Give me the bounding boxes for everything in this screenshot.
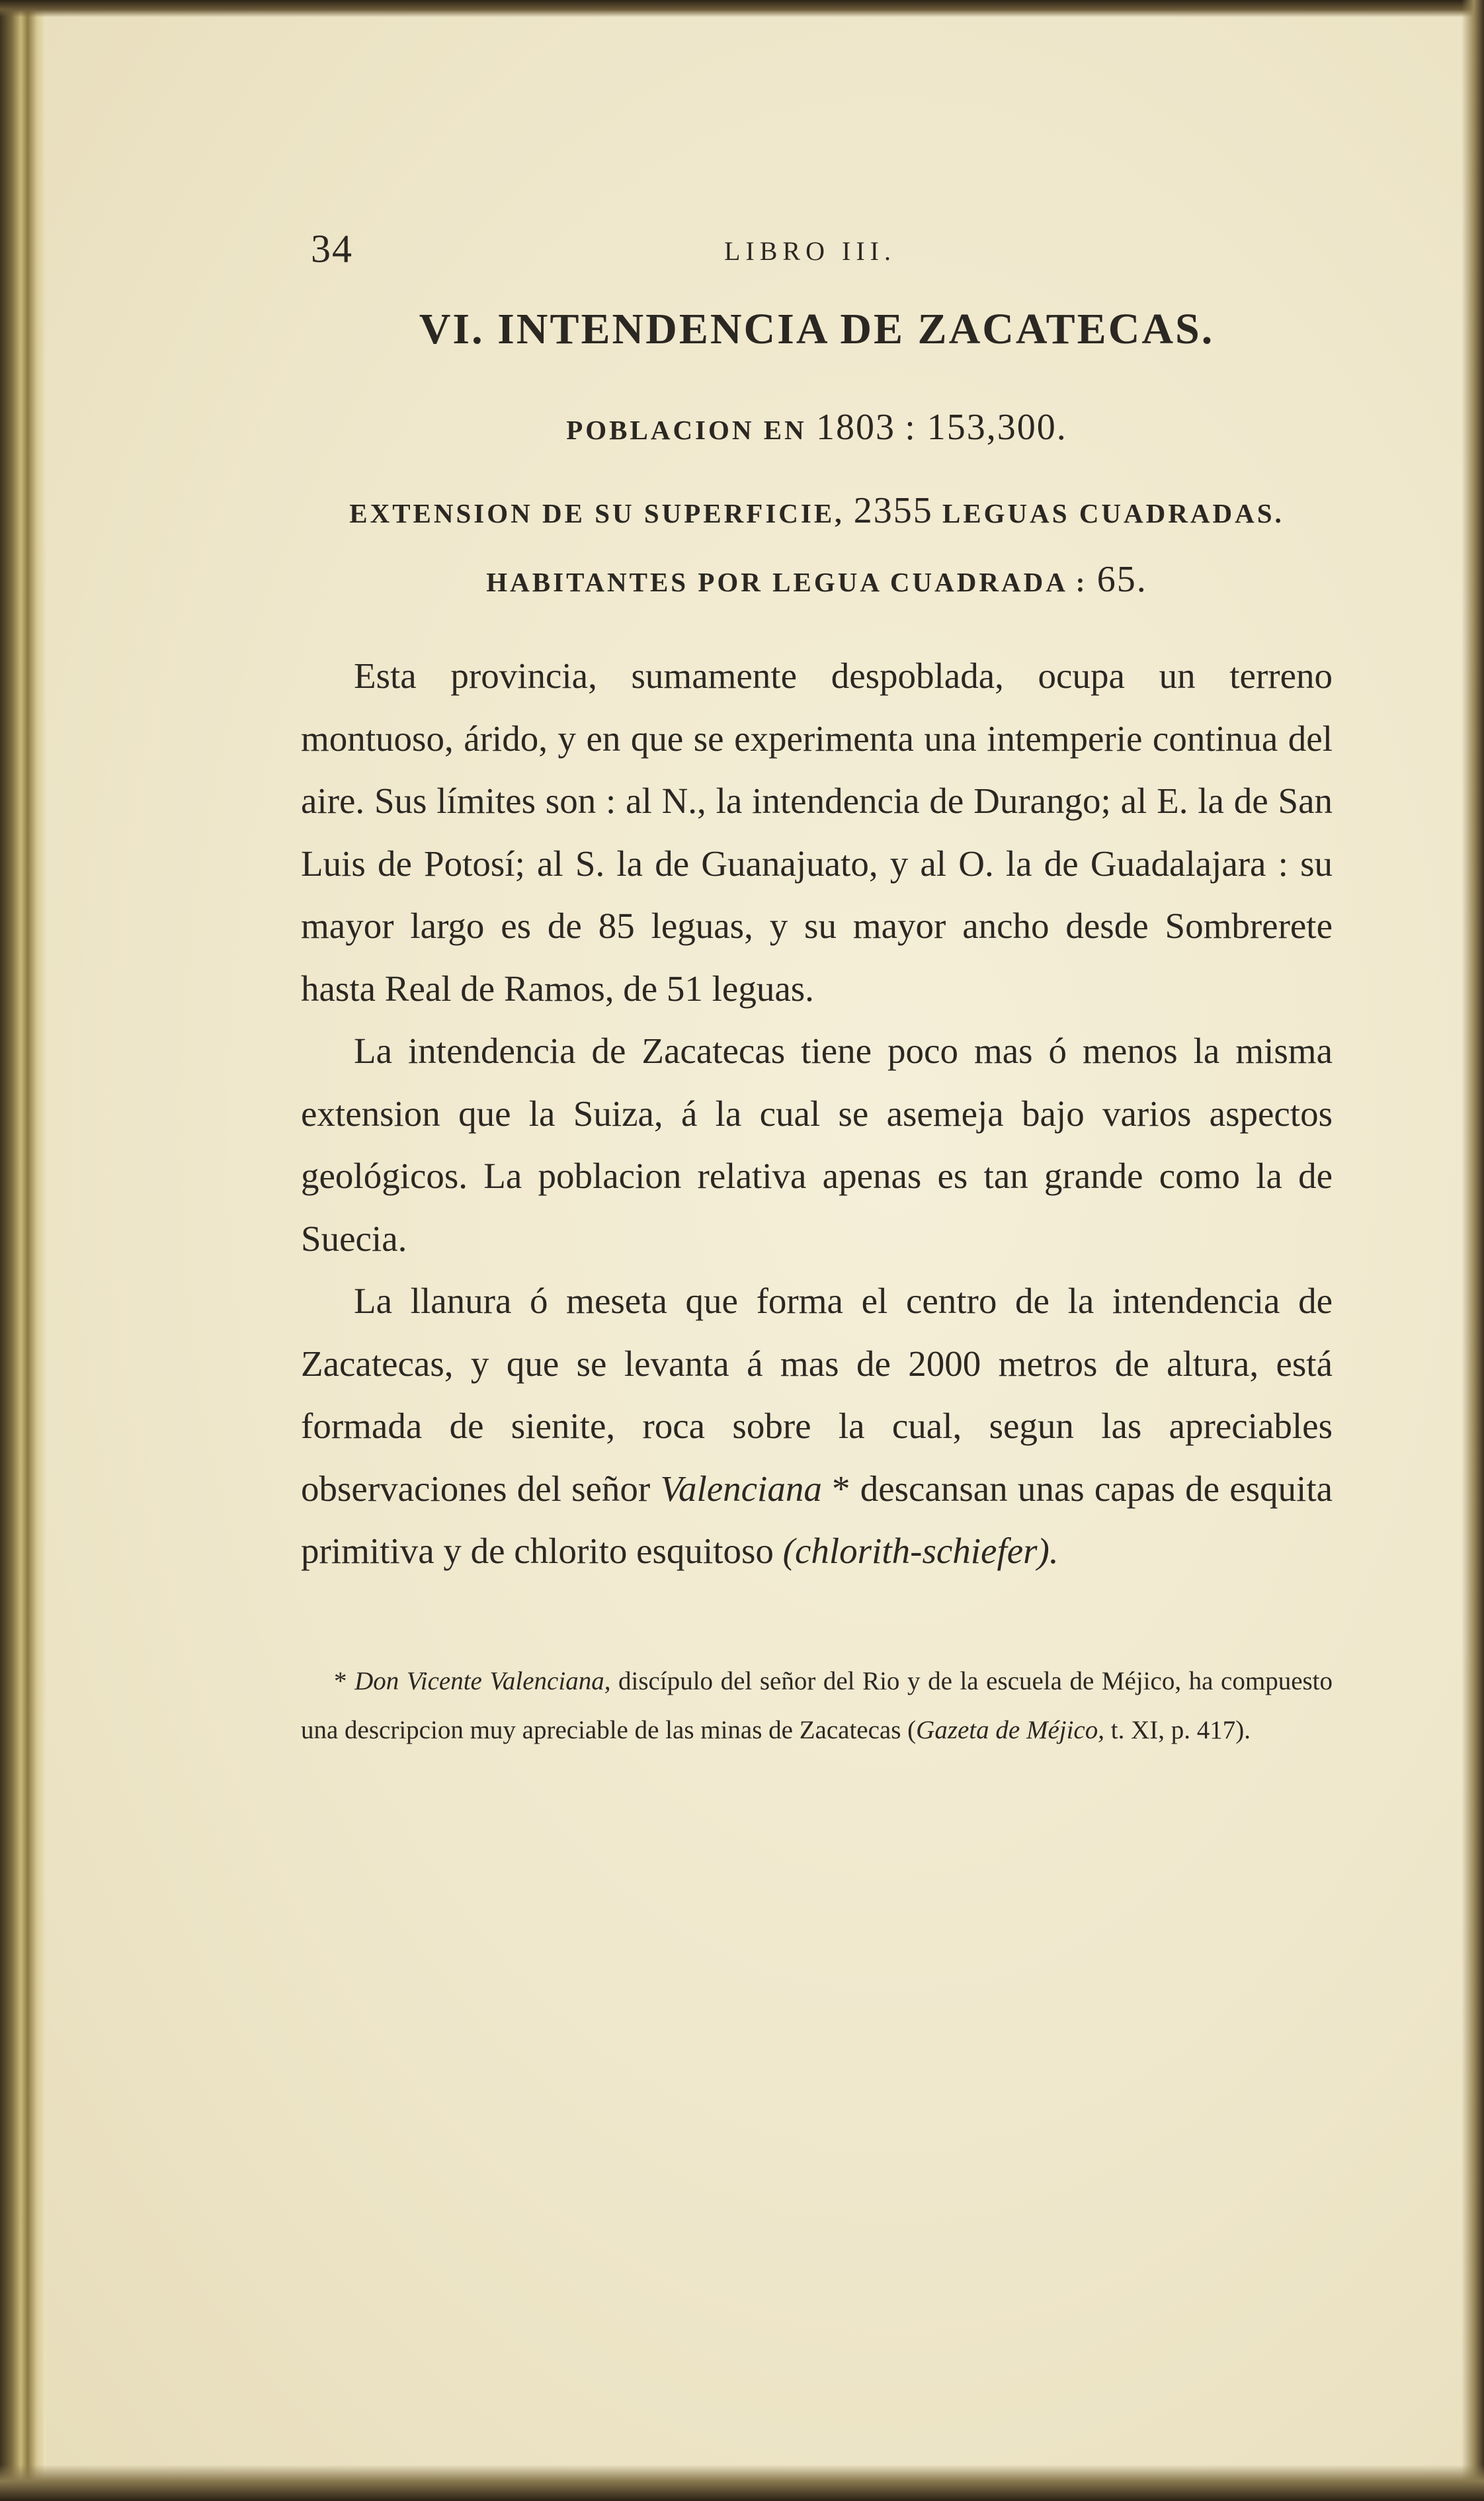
german-term: (chlorith-schiefer).: [782, 1531, 1059, 1571]
bottom-page-edge: [0, 2465, 1484, 2501]
footnote: [301, 1657, 1333, 1755]
section-title: VI. INTENDENCIA DE ZACATECAS.: [419, 305, 1215, 353]
running-head: LIBRO III.: [724, 236, 896, 266]
density-label: HABITANTES POR LEGUA CUADRADA :: [486, 567, 1088, 597]
page-content: [301, 218, 1333, 1781]
page-header: [301, 218, 1333, 278]
population-value: : 153,300.: [905, 407, 1067, 448]
footnote-marker: *: [334, 1666, 347, 1695]
population-line: [301, 407, 1333, 450]
footnote-name: Don Vicente Valenciana,: [354, 1666, 611, 1695]
page-number: 34: [311, 227, 353, 271]
top-page-edge: [0, 0, 1484, 17]
extension-unit: LEGUAS CUADRADAS.: [942, 498, 1284, 529]
paragraph-1: Esta provincia, sumamente despoblada, ocupa un terreno montuoso, árido, y en que se experimenta una intemperie continua del aire. Sus límites son : al N., la intendencia de Durango; al E. la de San Luis de Potosí; al S. la de Guanajuato, y al O. la de Guadalajara : su mayor largo es de 85 leguas, y su mayor ancho desde Sombrerete hasta Real de Ramos, de 51 leguas.: [301, 656, 1333, 1009]
population-label: POBLACION EN: [566, 415, 807, 445]
density-value: 65.: [1096, 559, 1147, 600]
right-page-edge: [1462, 0, 1484, 2501]
population-year: 1803: [815, 407, 895, 448]
paragraph-3: [301, 1270, 1333, 1583]
paragraph-3-text-a: La llanura ó meseta que forma el centro de la intendencia de Zacatecas, y que se levanta á mas de 2000 metros de altura, está formada de sienite, roca sobre la cual, segun las apreciables observaciones del señor: [301, 1281, 1333, 1509]
footnote-text-b: t. XI, p. 417).: [1110, 1715, 1251, 1744]
body-text: [301, 645, 1333, 1583]
valenciana-name: Valenciana: [660, 1468, 822, 1509]
paragraph-3-text-b: * descansan unas capas de esquita primitiva y de chlorito esquitoso: [301, 1468, 1333, 1571]
extension-value: 2355: [853, 490, 933, 531]
paragraph-2: La intendencia de Zacatecas tiene poco mas ó menos la misma extension que la Suiza, á la cual se asemeja bajo varios aspectos geológicos. La poblacion relativa apenas es tan grande como la de Suecia.: [301, 1031, 1333, 1259]
book-binding-edge: [0, 0, 46, 2501]
density-line: [301, 560, 1333, 602]
footnote-source: Gazeta de Méjico,: [916, 1715, 1104, 1744]
footnote-text-a: discípulo del señor del Rio y de la escuela de Méjico, ha compuesto una descripcion muy apreciable de las minas de Zacatecas (: [301, 1666, 1333, 1744]
extension-line: [301, 491, 1333, 533]
extension-label: EXTENSION DE SU SUPERFICIE,: [349, 498, 845, 529]
